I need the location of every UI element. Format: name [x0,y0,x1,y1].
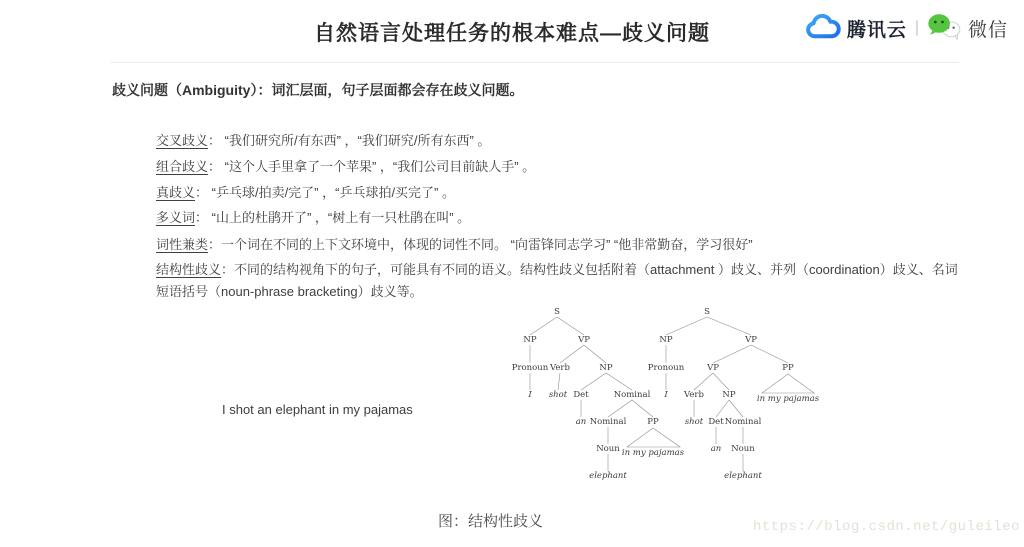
list-item-cross-ambiguity [156,130,490,149]
item-text: ： “乒乓球/拍卖/完了” ，“乒乓球拍/买完了” 。 [195,185,456,200]
item-text: ：一个词在不同的上下文环境中，体现的词性不同。 “向雷锋同志学习” “他非常勤奋，学习很好” [208,237,753,252]
item-text: ：不同的结构视角下的句子，可能具有不同的语义。结构性歧义包括附着（attachment ）歧义、并列（coordination）歧义、名词短语括号（noun-phrase bracketing）歧义等。 [156,262,958,299]
list-item-pos-ambiguity [156,234,753,253]
list-item-polysemy [156,207,470,226]
svg-text:shot: shot [548,390,568,400]
page-title: 自然语言处理任务的根本难点—歧义问题 [314,22,710,45]
brand-separator: | [914,19,919,36]
svg-text:I: I [664,390,668,400]
intro-text: 歧义问题（Ambiguity）：词汇层面，句子层面都会存在歧义问题。 [112,82,524,98]
svg-text:in my pajamas: in my pajamas [621,448,685,458]
svg-text:Noun: Noun [596,444,620,454]
svg-text:elephant: elephant [589,471,627,481]
svg-text:PP: PP [782,363,794,373]
svg-text:elephant: elephant [724,471,762,481]
svg-text:NP: NP [599,363,613,373]
wechat-label: 微信 [967,19,1008,41]
item-text: ： “我们研究所/有东西” ，“我们研究/所有东西” 。 [208,133,491,148]
item-term: 真歧义 [156,185,196,200]
parse-tree-left [512,307,685,481]
svg-text:NP: NP [523,335,537,345]
svg-text:NP: NP [722,390,736,400]
header-divider [110,62,959,63]
svg-text:Nominal: Nominal [589,417,627,427]
svg-text:NP: NP [659,335,673,345]
list-item-combination-ambiguity [156,156,535,175]
svg-text:VP: VP [745,335,757,345]
item-text: ： “山上的杜鹃开了” ，“树上有一只杜鹃在叫” 。 [195,210,471,225]
item-term: 结构性歧义 [156,262,222,277]
item-term: 交叉歧义 [156,133,209,148]
svg-text:an: an [575,417,587,427]
watermark-url: https://blog.csdn.net/guleileo [752,519,1020,535]
svg-text:Pronoun: Pronoun [647,363,685,373]
tencent-cloud-label: 腾讯云 [846,19,907,41]
example-sentence: I shot an elephant in my pajamas [222,402,413,417]
svg-text:VP: VP [578,335,590,345]
svg-text:PP: PP [647,417,659,427]
svg-text:S: S [704,307,710,317]
svg-text:Noun: Noun [731,444,755,454]
wechat-icon [927,13,963,43]
svg-text:VP: VP [707,363,719,373]
svg-text:I: I [528,390,532,400]
svg-text:in my pajamas: in my pajamas [756,394,820,404]
list-item-true-ambiguity [156,182,455,201]
parse-trees-figure [480,301,860,501]
item-term: 多义词 [156,210,196,225]
list-item-structural-ambiguity [156,259,962,303]
svg-text:Det: Det [708,417,724,427]
svg-text:Pronoun: Pronoun [511,363,549,373]
brand-logos [804,13,1008,43]
item-term: 词性兼类 [156,237,209,252]
svg-text:shot: shot [684,417,704,427]
svg-text:S: S [554,307,560,317]
svg-text:Nominal: Nominal [613,390,651,400]
svg-text:Verb: Verb [684,390,704,400]
tencent-cloud-icon [804,14,842,42]
svg-text:Verb: Verb [550,363,570,373]
svg-text:an: an [710,444,722,454]
svg-text:Det: Det [573,390,589,400]
item-term: 组合歧义 [156,159,209,174]
svg-text:Nominal: Nominal [724,417,762,427]
figure-caption: 图：结构性歧义 [438,513,544,530]
item-text: ： “这个人手里拿了一个苹果” ，“我们公司目前缺人手” 。 [208,159,536,174]
